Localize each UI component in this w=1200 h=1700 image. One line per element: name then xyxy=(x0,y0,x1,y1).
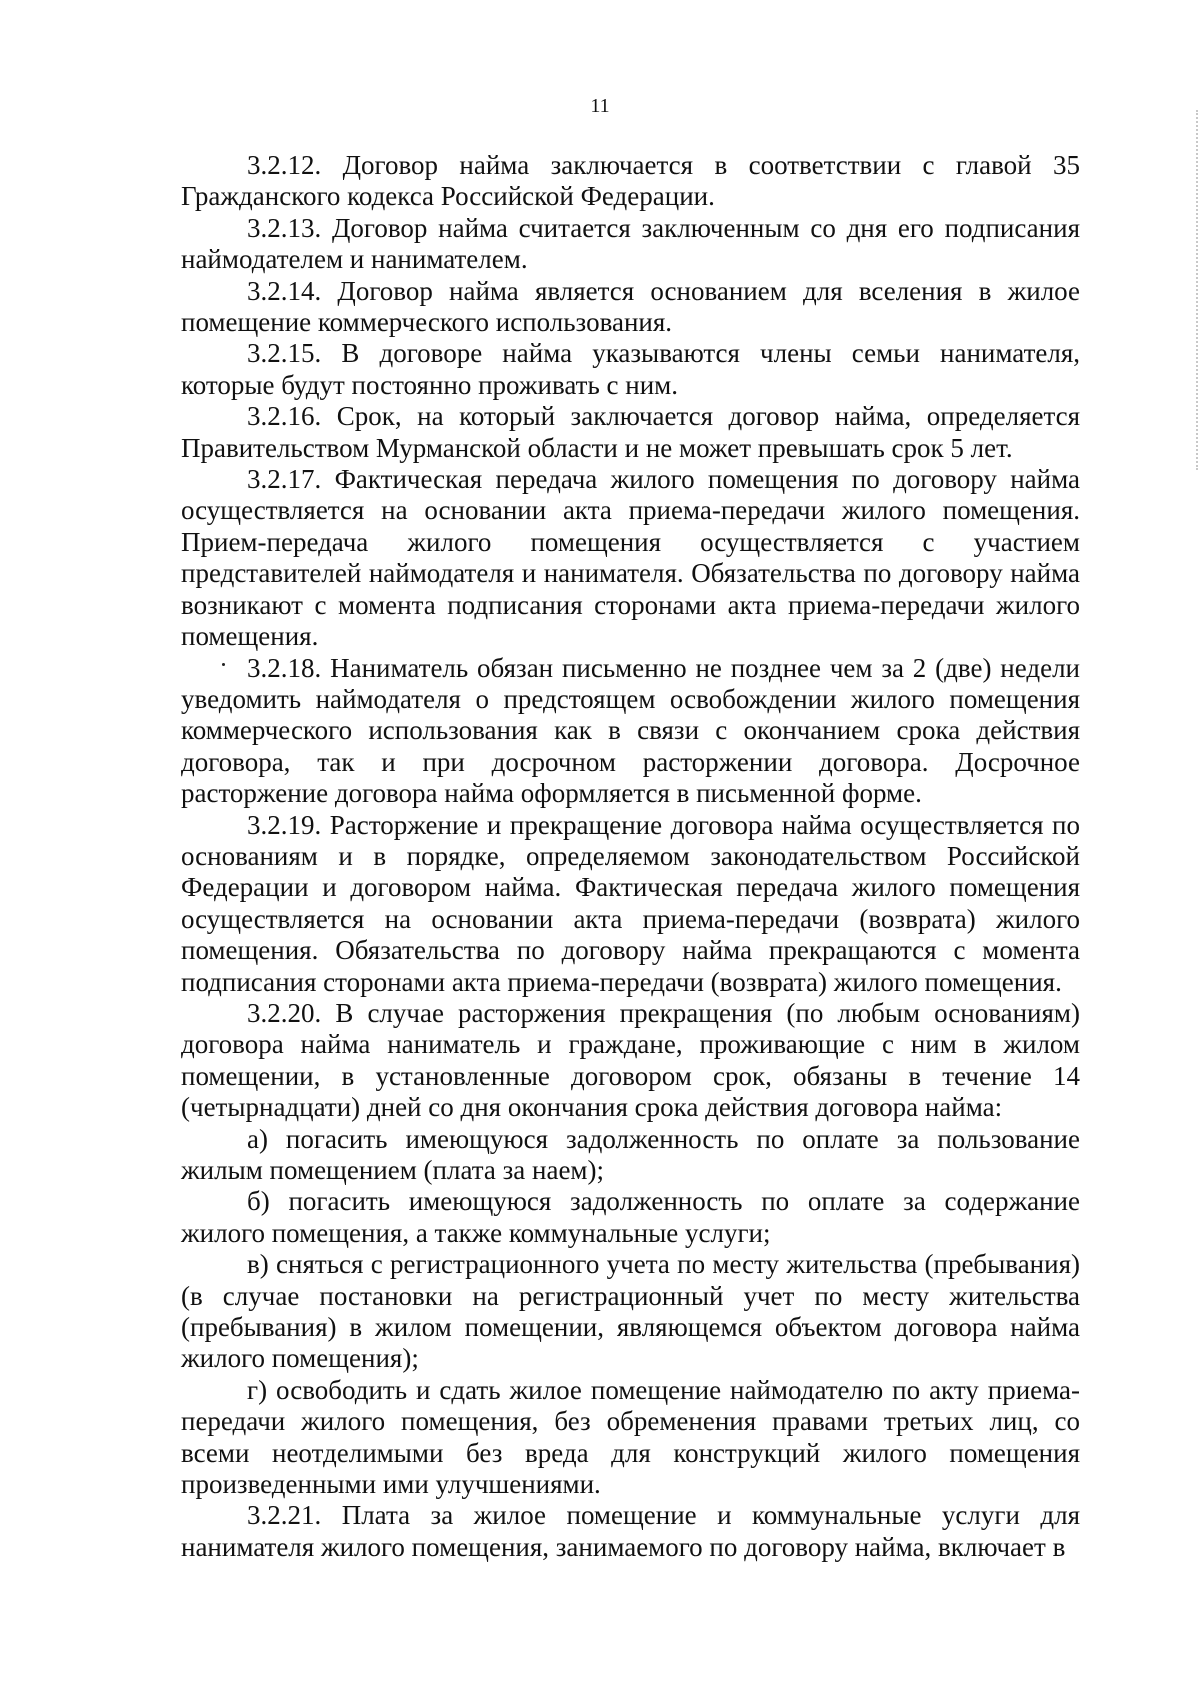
clause-3-2-21: 3.2.21. Плата за жилое помещение и коммунальные услуги для нанимателя жилого помещения, занимаемого по договору найма, включает в xyxy=(181,1500,1080,1562)
scan-edge-line xyxy=(1196,110,1198,470)
clause-3-2-12: 3.2.12. Договор найма заключается в соответствии с главой 35 Гражданского кодекса Российской Федерации. xyxy=(181,150,1080,212)
page-number: 11 xyxy=(590,95,610,117)
clause-3-2-19: 3.2.19. Расторжение и прекращение договора найма осуществляется по основаниям и в порядке, определяемом законодательством Российской Федерации и договором найма. Фактическая передача жилого помещения осуществляется на основании акта приема-передачи (возврата) жилого помещения. Обязательства по договору найма прекращаются с момента подписания сторонами акта приема-передачи (возврата) жилого помещения. xyxy=(181,809,1080,997)
clause-3-2-17: 3.2.17. Фактическая передача жилого помещения по договору найма осуществляется на основании акта приема-передачи жилого помещения. Прием-передача жилого помещения осуществляется с участием представителей наймодателя и нанимателя. Обязательства по договору найма возникают с момента подписания сторонами акта приема-передачи жилого помещения. xyxy=(181,464,1080,652)
clause-3-2-13: 3.2.13. Договор найма считается заключенным со дня его подписания наймодателем и нанимателем. xyxy=(181,212,1080,275)
sub-item-b: б) погасить имеющуюся задолженность по оплате за содержание жилого помещения, а также коммунальные услуги; xyxy=(181,1186,1080,1248)
clause-3-2-18: 3.2.18. Наниматель обязан письменно не позднее чем за 2 (две) недели уведомить наймодателя о предстоящем освобождении жилого помещения коммерческого использования как в связи с окончанием срока действия договора, так и при досрочном расторжении договора. Досрочное расторжение договора найма оформляется в письменной форме. xyxy=(181,652,1080,809)
sub-item-v: в) сняться с регистрационного учета по месту жительства (пребывания) (в случае постановки на регистрационный учет по месту жительства (пребывания) в жилом помещении, являющемся объектом договора найма жилого помещения); xyxy=(181,1249,1080,1374)
clause-3-2-15: 3.2.15. В договоре найма указываются члены семьи нанимателя, которые будут постоянно проживать с ним. xyxy=(181,338,1080,400)
sub-item-g: г) освободить и сдать жилое помещение наймодателю по акту приема-передачи жилого помещения, без обременения правами третьих лиц, со всеми неотделимыми без вреда для конструкций жилого помещения произведенными ими улучшениями. xyxy=(181,1374,1080,1500)
document-body xyxy=(181,150,1080,1563)
clause-3-2-14: 3.2.14. Договор найма является основанием для вселения в жилое помещение коммерческого использования. xyxy=(181,275,1080,338)
clause-3-2-20: 3.2.20. В случае расторжения прекращения (по любым основаниям) договора найма наниматель и граждане, проживающие с ним в жилом помещении, в установленные договором срок, обязаны в течение 14 (четырнадцати) дней со дня окончания срока действия договора найма: xyxy=(181,997,1080,1123)
clause-3-2-16: 3.2.16. Срок, на который заключается договор найма, определяется Правительством Мурманской области и не может превышать срок 5 лет. xyxy=(181,401,1080,463)
sub-item-a: а) погасить имеющуюся задолженность по оплате за пользование жилым помещением (плата за наем); xyxy=(181,1123,1080,1185)
